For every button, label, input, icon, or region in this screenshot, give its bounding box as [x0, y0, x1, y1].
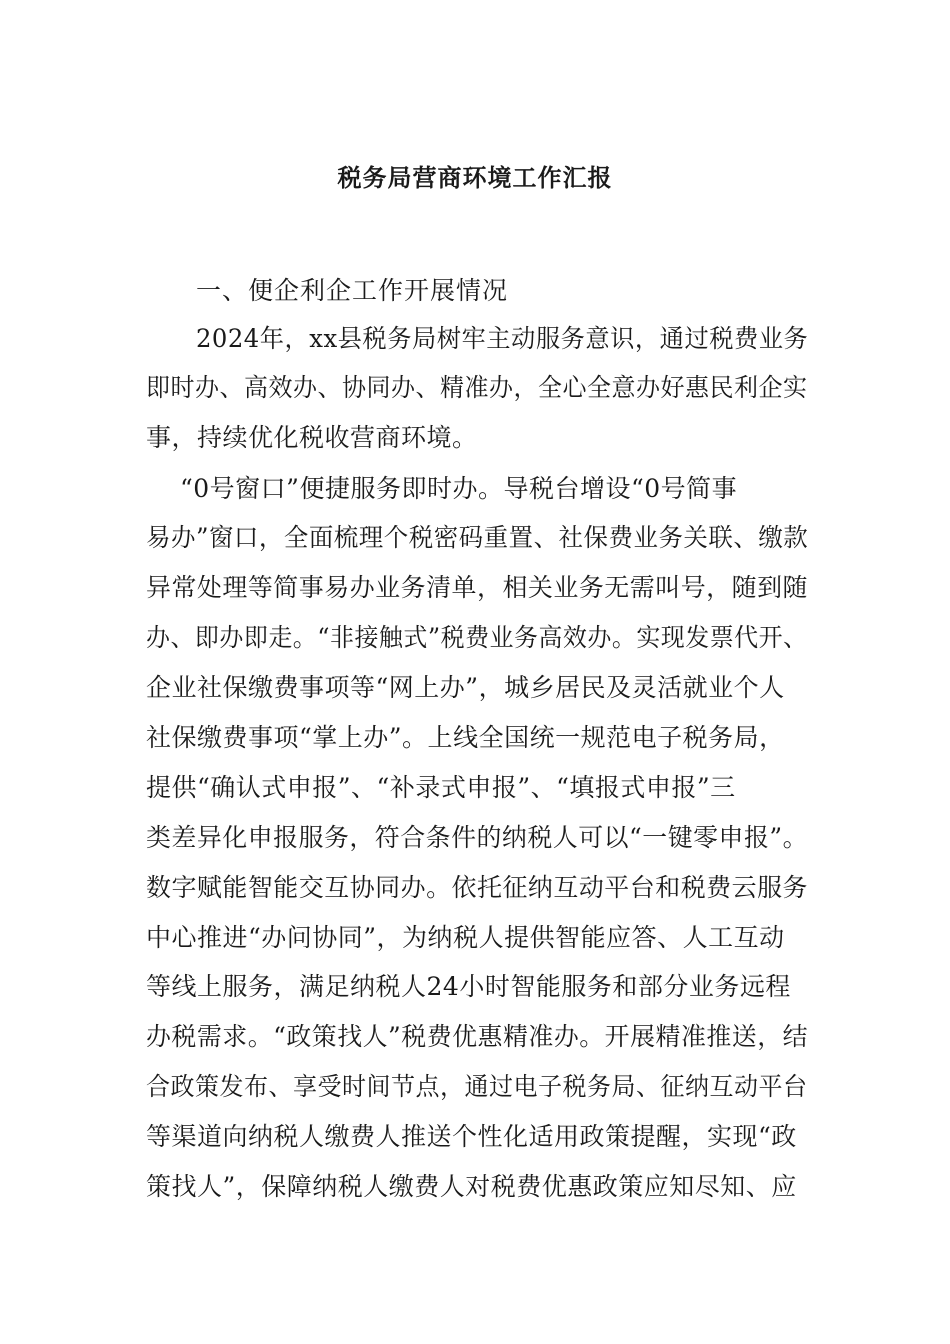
paragraph-line: 办税需求。“政策找人”税费优惠精准办。开展精准推送，结 — [146, 1022, 809, 1051]
paragraph-line: 办、即办即走。“非接触式”税费业务高效办。实现发票代开、 — [146, 623, 808, 652]
paragraph-line: 事，持续优化税收营商环境。 — [146, 423, 478, 452]
paragraph-line: 策找人”，保障纳税人缴费人对税费优惠政策应知尽知、应 — [146, 1172, 797, 1201]
paragraph-line: 企业社保缴费事项等“网上办”，城乡居民及灵活就业个人 — [146, 673, 785, 702]
paragraph-line: 易办”窗口，全面梳理个税密码重置、社保费业务关联、缴款 — [146, 523, 809, 552]
paragraph-line: 等线上服务，满足纳税人24小时智能服务和部分业务远程 — [146, 972, 791, 1001]
paragraph-line: 等渠道向纳税人缴费人推送个性化适用政策提醒，实现“政 — [146, 1122, 797, 1151]
paragraph-line: 中心推进“办问协同”，为纳税人提供智能应答、人工互动 — [146, 923, 785, 952]
paragraph-line: 提供“确认式申报”、“补录式申报”、“填报式申报”三 — [146, 773, 736, 802]
paragraph-line: 类差异化申报服务，符合条件的纳税人可以“一键零申报”。 — [146, 823, 809, 852]
section-heading: 一、便企利企工作开展情况 — [196, 276, 509, 305]
paragraph-line: 合政策发布、享受时间节点，通过电子税务局、征纳互动平台 — [146, 1072, 808, 1101]
paragraph-line: “0号窗口”便捷服务即时办。导税台增设“0号简事 — [180, 474, 738, 503]
paragraph-line: 社保缴费事项“掌上办”。上线全国统一规范电子税务局， — [146, 723, 785, 752]
document-title: 税务局营商环境工作汇报 — [337, 163, 613, 192]
paragraph-line: 异常处理等简事易办业务清单，相关业务无需叫号，随到随 — [146, 573, 809, 602]
paragraph-line: 即时办、高效办、协同办、精准办，全心全意办好惠民利企实 — [146, 373, 808, 402]
paragraph-line: 2024年，xx县税务局树牢主动服务意识，通过税费业务 — [196, 324, 809, 353]
paragraph-line: 数字赋能智能交互协同办。依托征纳互动平台和税费云服务 — [146, 873, 809, 902]
